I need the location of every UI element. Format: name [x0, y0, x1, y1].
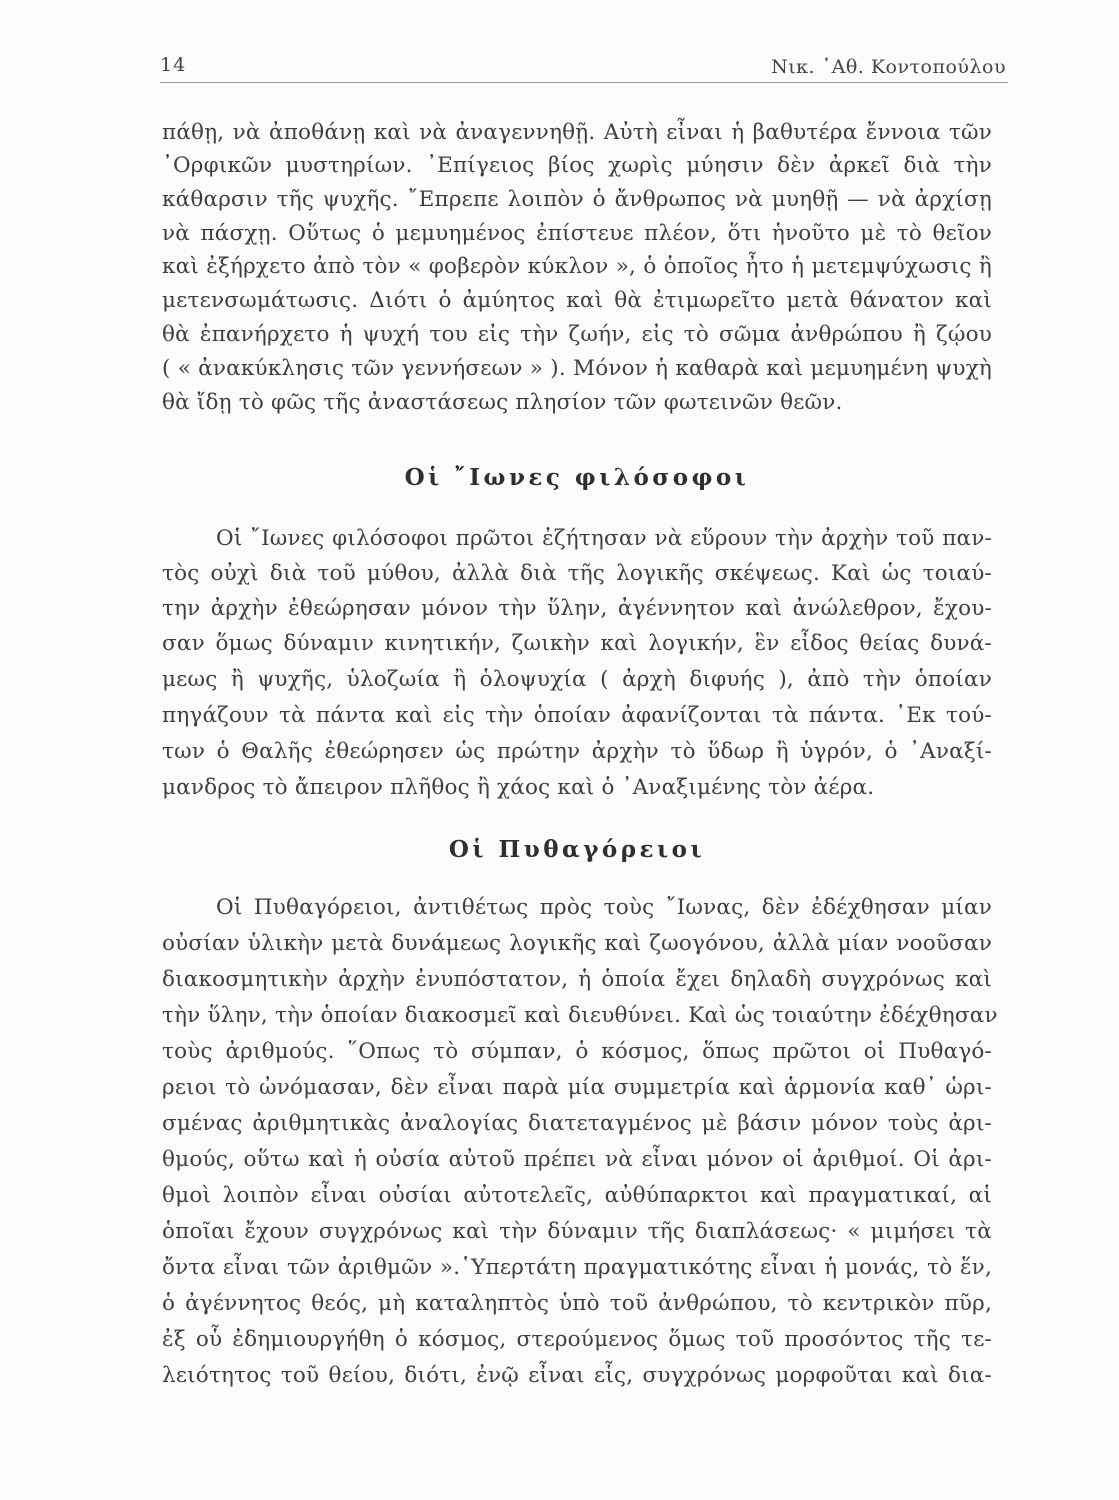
- text-line: νὰ πάσχῃ. Οὕτως ὁ μεμυημένος ἐπίστευε πλέον, ὅτι ἡνοῦτο μὲ τὸ θεῖον: [162, 221, 992, 246]
- text-line: ρειοι τὸ ὠνόμασαν, δὲν εἶναι παρὰ μία συμμετρία καὶ ἁρμονία καθ᾿ ὡρι-: [162, 1075, 992, 1100]
- text-line: τὸς οὐχὶ διὰ τοῦ μύθου, ἀλλὰ διὰ τῆς λογικῆς σκέψεως. Καὶ ὡς τοιαύ-: [162, 561, 992, 586]
- text-line: ὄντα εἶναι τῶν ἀριθμῶν ».῾Υπερτάτη πραγματικότης εἶναι ἡ μονάς, τὸ ἕν,: [162, 1255, 992, 1280]
- text-line: μετενσωμάτωσις. Διότι ὁ ἀμύητος καὶ θὰ ἐτιμωρεῖτο μετὰ θάνατον καὶ: [162, 288, 992, 313]
- text-line: διακοσμητικὴν ἀρχὴν ἐνυπόστατον, ἡ ὁποία ἔχει δηλαδὴ συγχρόνως καὶ: [162, 967, 992, 992]
- text-line: ὁποῖαι ἔχουν συγχρόνως καὶ τὴν δύναμιν τῆς διαπλάσεως· « μιμήσει τὰ: [162, 1219, 992, 1244]
- text-line: θὰ ἴδῃ τὸ φῶς τῆς ἀναστάσεως πλησίον τῶν φωτεινῶν θεῶν.: [162, 390, 843, 415]
- text-line: λειότητος τοῦ θείου, διότι, ἐνῷ εἶναι εἷς, συγχρόνως μορφοῦται καὶ δια-: [162, 1363, 992, 1388]
- running-head: Νικ. ᾿Αθ. Κοντοπούλου: [771, 56, 1006, 78]
- text-line: ἐξ οὗ ἐδημιουργήθη ὁ κόσμος, στερούμενος ὅμως τοῦ προσόντος τῆς τε-: [162, 1327, 992, 1352]
- text-line: θμοὶ λοιπὸν εἶναι οὐσίαι αὐτοτελεῖς, αὐθύπαρκτοι καὶ πραγματικαί, αἱ: [162, 1183, 992, 1208]
- text-line: μεως ἢ ψυχῆς, ὑλοζωία ἢ ὁλοψυχία ( ἀρχὴ διφυής ), ἀπὸ τὴν ὁποίαν: [162, 667, 992, 692]
- text-line: πάθῃ, νὰ ἀποθάνῃ καὶ νὰ ἀναγεννηθῇ. Αὐτὴ εἶναι ἡ βαθυτέρα ἔννοια τῶν: [162, 120, 992, 145]
- page-header: [160, 52, 1008, 83]
- section-heading-ionians: Οἱ ῎Ιωνες φιλόσοφοι: [404, 464, 750, 491]
- text-line: οὐσίαν ὑλικὴν μετὰ δυνάμεως λογικῆς καὶ ζωογόνου, ἀλλὰ μίαν νοοῦσαν: [162, 931, 992, 956]
- text-line: Οἱ ῎Ιωνες φιλόσοφοι πρῶτοι ἐζήτησαν νὰ εὕρουν τὴν ἀρχὴν τοῦ παν-: [216, 526, 992, 551]
- text-line: των ὁ Θαλῆς ἐθεώρησεν ὡς πρώτην ἀρχὴν τὸ ὕδωρ ἢ ὑγρόν, ὁ ᾿Αναξί-: [162, 739, 992, 764]
- text-line: ( « ἀνακύκλησις τῶν γεννήσεων » ). Μόνον ἡ καθαρὰ καὶ μεμυημένη ψυχὴ: [162, 356, 992, 381]
- text-line: κάθαρσιν τῆς ψυχῆς. ῎Επρεπε λοιπὸν ὁ ἄνθρωπος νὰ μυηθῇ — νὰ ἀρχίσῃ: [162, 187, 992, 212]
- text-line: θμούς, οὕτω καὶ ἡ οὐσία αὐτοῦ πρέπει νὰ εἶναι μόνον οἱ ἀριθμοί. Οἱ ἀρι-: [162, 1147, 992, 1172]
- text-line: σμένας ἀριθμητικὰς ἀναλογίας διατεταγμένος μὲ βάσιν μόνον τοὺς ἀρι-: [162, 1111, 992, 1136]
- text-line: σαν ὅμως δύναμιν κινητικήν, ζωικὴν καὶ λογικήν, ἓν εἶδος θείας δυνά-: [162, 631, 992, 656]
- text-line: θὰ ἐπανήρχετο ἡ ψυχή του εἰς τὴν ζωήν, εἰς τὸ σῶμα ἀνθρώπου ἢ ζῴου: [162, 322, 992, 347]
- text-line: ὁ ἀγέννητος θεός, μὴ καταληπτὸς ὑπὸ τοῦ ἀνθρώπου, τὸ κεντρικὸν πῦρ,: [162, 1291, 992, 1316]
- text-line: ᾿Ορφικῶν μυστηρίων. ᾿Επίγειος βίος χωρὶς μύησιν δὲν ἀρκεῖ διὰ τὴν: [162, 153, 992, 178]
- text-line: μανδρος τὸ ἄπειρον πλῆθος ἢ χάος καὶ ὁ ᾿Αναξιμένης τὸν ἀέρα.: [162, 775, 875, 800]
- text-line: τὴν ὕλην, τὴν ὁποίαν διακοσμεῖ καὶ διευθύνει. Καὶ ὡς τοιαύτην ἐδέχθησαν: [162, 1003, 998, 1028]
- text-line: καὶ ἐξήρχετο ἀπὸ τὸν « φοβερὸν κύκλον », ὁ ὁποῖος ἦτο ἡ μετεμψύχωσις ἢ: [162, 254, 992, 279]
- text-line: την ἀρχὴν ἐθεώρησαν μόνον τὴν ὕλην, ἀγέννητον καὶ ἀνώλεθρον, ἔχου-: [162, 596, 992, 621]
- text-line: πηγάζουν τὰ πάντα καὶ εἰς τὴν ὁποίαν ἀφανίζονται τὰ πάντα. ᾿Εκ τού-: [162, 703, 992, 728]
- text-line: τοὺς ἀριθμούς. ῞Οπως τὸ σύμπαν, ὁ κόσμος, ὅπως πρῶτοι οἱ Πυθαγό-: [162, 1039, 992, 1064]
- text-line: Οἱ Πυθαγόρειοι, ἀντιθέτως πρὸς τοὺς ῎Ιωνας, δὲν ἐδέχθησαν μίαν: [216, 895, 992, 920]
- page-number: 14: [160, 54, 187, 76]
- section-heading-pythagoreans: Οἱ Πυθαγόρειοι: [448, 836, 706, 863]
